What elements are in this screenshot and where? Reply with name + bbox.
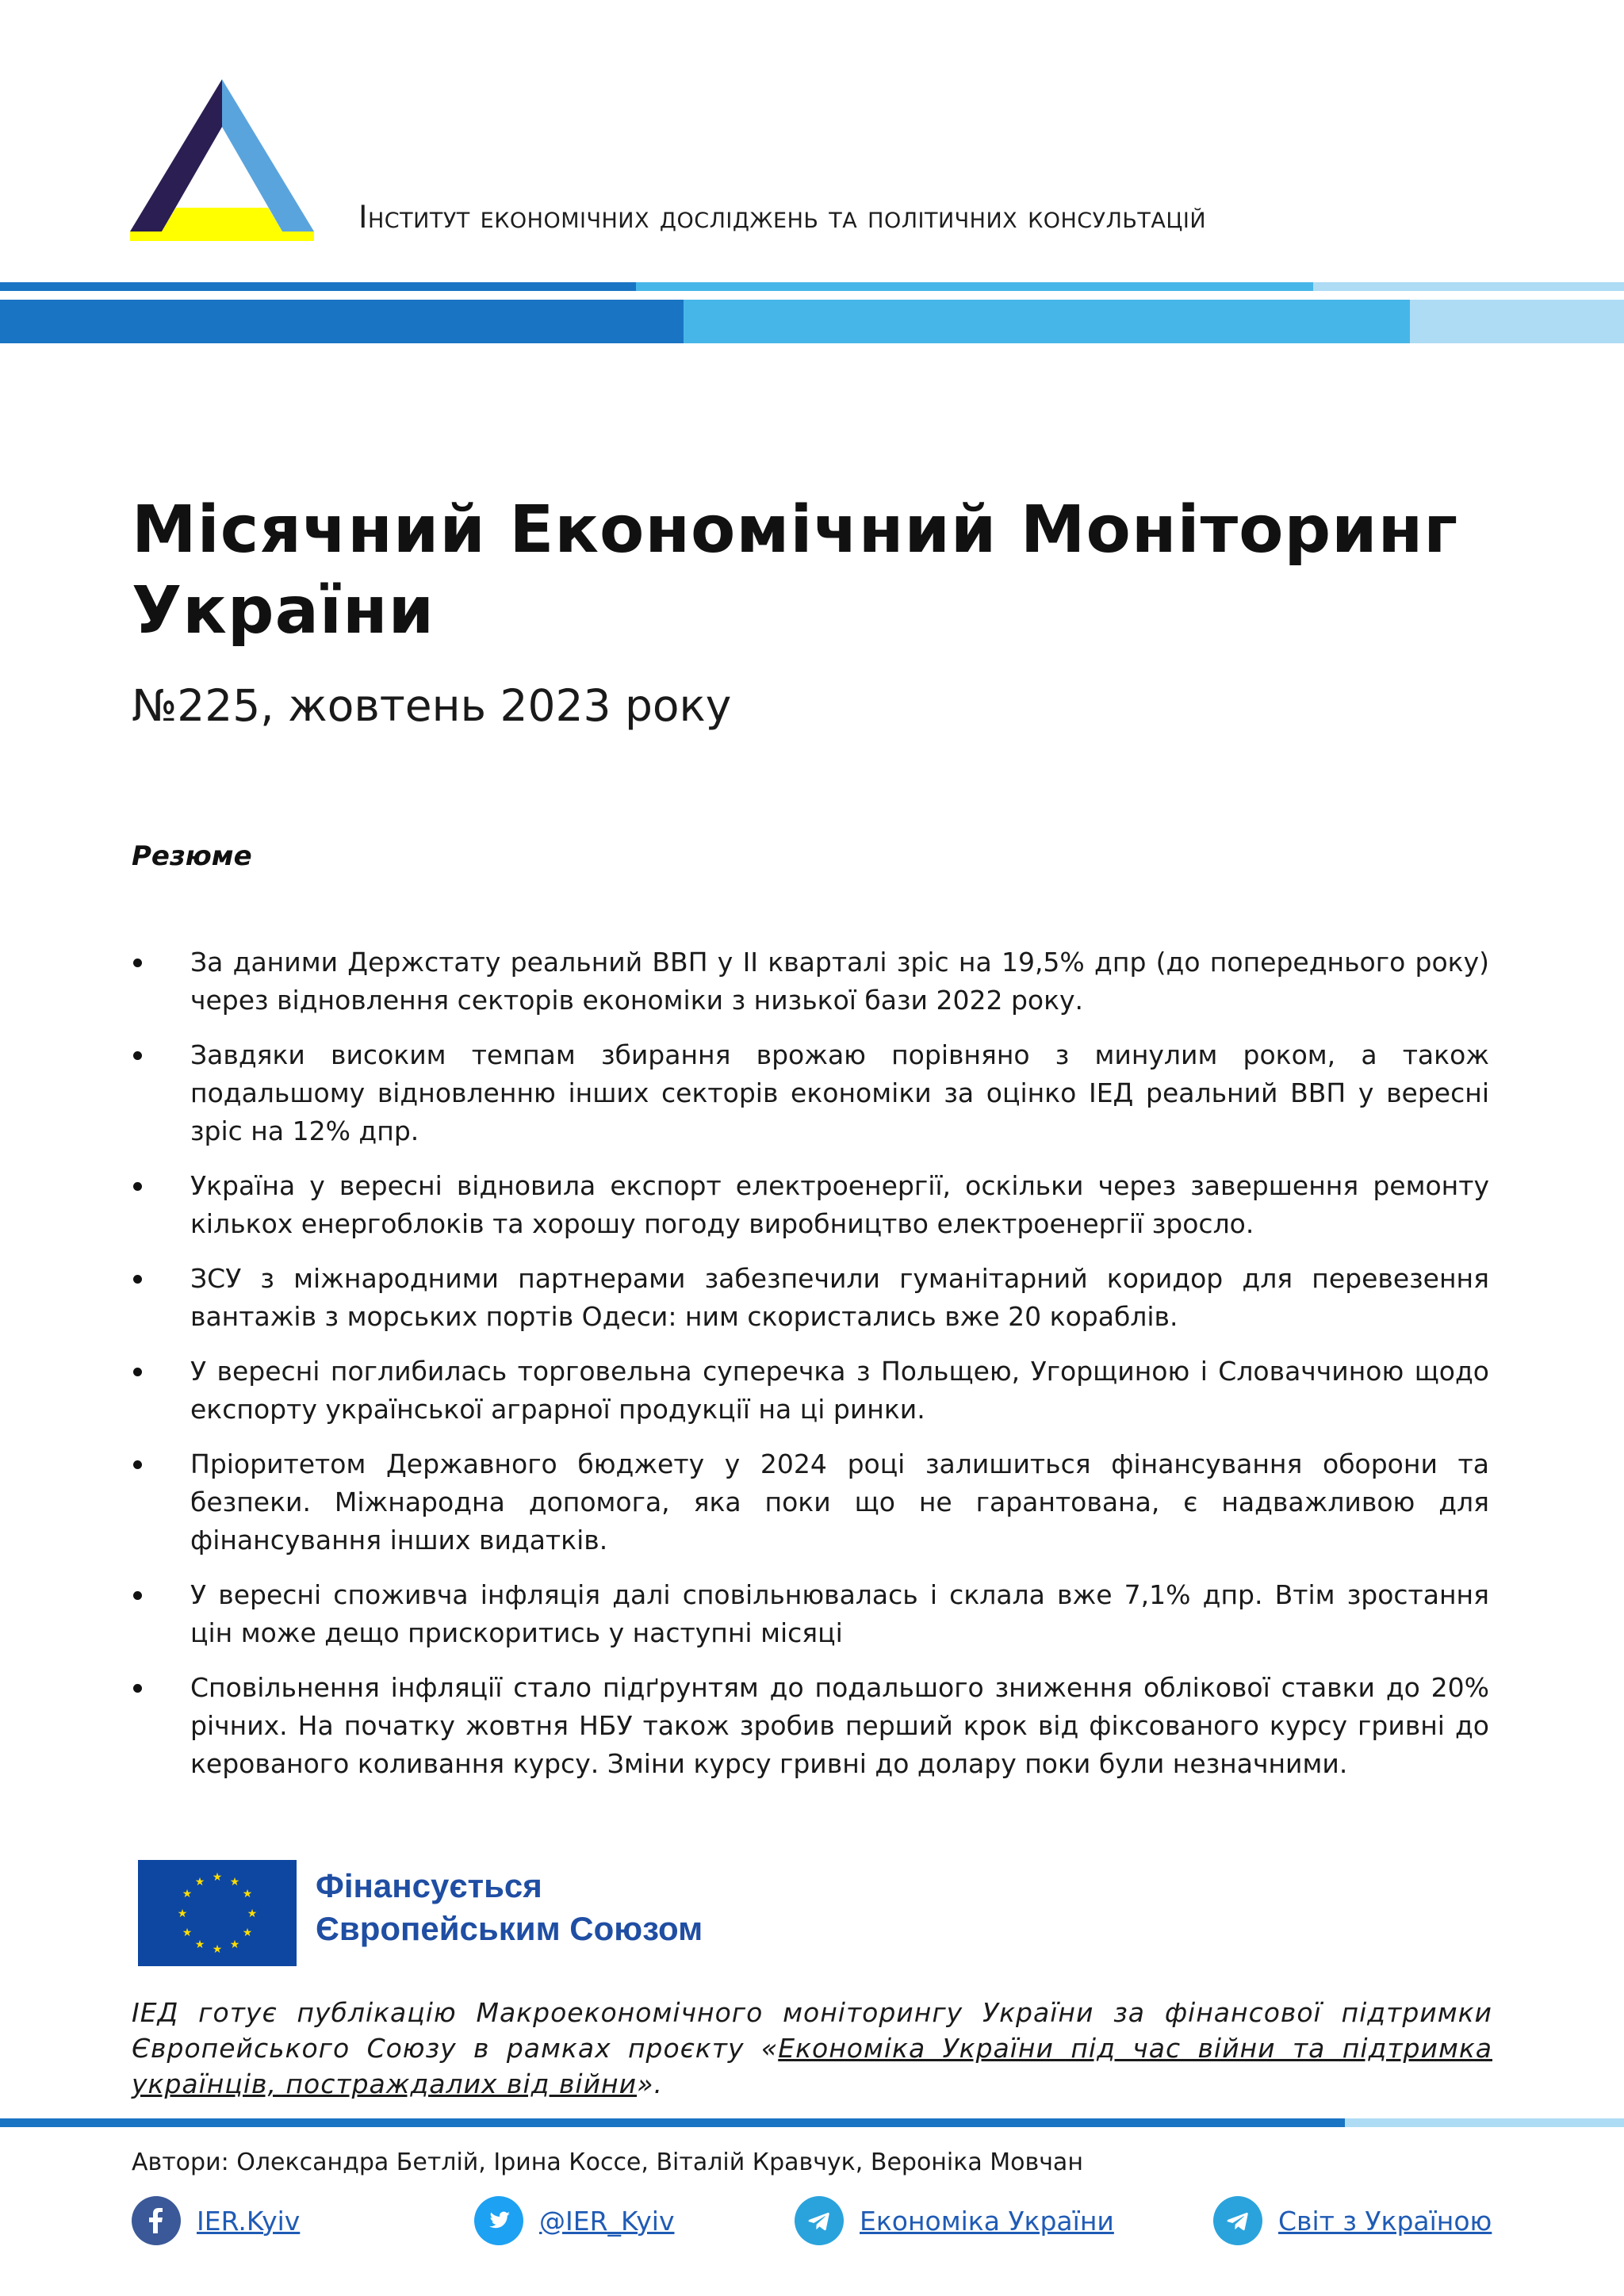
list-item: У вересні споживча інфляція далі сповільнювалась і склала вже 7,1% дпр. Втім зростання цін може дещо прискоритись у наступні місяці bbox=[132, 1576, 1489, 1652]
svg-text:★: ★ bbox=[182, 1888, 193, 1900]
bullet-icon bbox=[133, 1368, 142, 1376]
telegram-icon bbox=[795, 2196, 844, 2245]
telegram-icon bbox=[1213, 2196, 1262, 2245]
list-item: Завдяки високим темпам збирання врожаю порівняно з минулим роком, а також подальшому відновленню інших секторів економіки за оцінко ІЕД реальний ВВП у вересні зріс на 12% дпр. bbox=[132, 1036, 1489, 1150]
svg-text:★: ★ bbox=[194, 1876, 205, 1888]
telegram-link-world[interactable]: Світ з Україною bbox=[1213, 2193, 1492, 2248]
support-note: ІЕД готує публікацію Макроекономічного моніторингу України за фінансової підтримки Європейського Союзу в рамках проєкту «Економіка України під час війни та підтримка українців, постраждалих від війни». bbox=[132, 1997, 1492, 2099]
bullet-icon bbox=[133, 959, 142, 967]
list-item: Україна у вересні відновила експорт електроенергії, оскільки через завершення ремонту кількох енергоблоків та хорошу погоду виробництво електроенергії зросло. bbox=[132, 1167, 1489, 1243]
list-item: За даними Держстату реальний ВВП у II кварталі зріс на 19,5% дпр (до попереднього року) через відновлення секторів економіки з низької бази 2022 року. bbox=[132, 943, 1489, 1020]
svg-text:★: ★ bbox=[212, 1871, 223, 1884]
svg-text:★: ★ bbox=[242, 1927, 253, 1939]
header-stripe-thin bbox=[0, 282, 1624, 291]
bullet-icon bbox=[133, 1051, 142, 1060]
facebook-link[interactable]: IER.Kyiv bbox=[132, 2193, 300, 2248]
bullet-icon bbox=[133, 1275, 142, 1284]
svg-text:★: ★ bbox=[212, 1943, 223, 1956]
list-item: Сповільнення інфляції стало підґрунтям до подальшого зниження облікової ставки до 20% річних. На початку жовтня НБУ також зробив перший крок від фіксованого курсу гривні до керованого коливання курсу. Зміни курсу гривні до долару поки були незначними. bbox=[132, 1669, 1489, 1783]
twitter-icon bbox=[474, 2196, 523, 2245]
summary-heading: Резюме bbox=[132, 840, 252, 872]
institute-name: Інститут економічних досліджень та політичних консультацій bbox=[358, 200, 1207, 235]
header-stripe-thick bbox=[0, 300, 1624, 343]
list-item: У вересні поглибилась торговельна суперечка з Польщею, Угорщиною і Словаччиною щодо експорту української аграрної продукції на ці ринки. bbox=[132, 1353, 1489, 1429]
svg-text:★: ★ bbox=[242, 1888, 253, 1900]
facebook-icon bbox=[132, 2196, 181, 2245]
bullet-icon bbox=[133, 1182, 142, 1191]
eu-funding-label: Фінансується Європейським Союзом bbox=[316, 1867, 703, 1947]
svg-text:★: ★ bbox=[177, 1908, 188, 1920]
twitter-link[interactable]: @IER_Kyiv bbox=[474, 2193, 674, 2248]
svg-text:★: ★ bbox=[182, 1927, 193, 1939]
page-title: Місячний Економічний Моніторинг України bbox=[132, 492, 1459, 649]
svg-text:★: ★ bbox=[229, 1938, 240, 1951]
svg-text:★: ★ bbox=[247, 1908, 258, 1920]
project-link[interactable]: Економіка України під час війни та підтримка українців, постраждалих від війни bbox=[132, 2033, 1492, 2099]
svg-text:★: ★ bbox=[229, 1876, 240, 1888]
summary-list bbox=[132, 943, 1489, 1800]
footer-stripe bbox=[0, 2118, 1624, 2127]
svg-text:★: ★ bbox=[194, 1938, 205, 1951]
triangle-logo bbox=[130, 78, 314, 241]
authors: Автори: Олександра Бетлій, Ірина Коссе, Віталій Кравчук, Вероніка Мовчан bbox=[132, 2149, 1083, 2176]
eu-flag-icon bbox=[138, 1860, 297, 1966]
issue-number: №225, жовтень 2023 року bbox=[132, 680, 732, 731]
bullet-icon bbox=[133, 1684, 142, 1693]
bullet-icon bbox=[133, 1591, 142, 1600]
telegram-link-economy[interactable]: Економіка України bbox=[795, 2193, 1114, 2248]
bullet-icon bbox=[133, 1460, 142, 1469]
list-item: ЗСУ з міжнародними партнерами забезпечили гуманітарний коридор для перевезення вантажів з морських портів Одеси: ним скористались вже 20 кораблів. bbox=[132, 1260, 1489, 1336]
list-item: Пріоритетом Державного бюджету у 2024 році залишиться фінансування оборони та безпеки. Міжнародна допомога, яка поки що не гарантована, є надважливою для фінансування інших видатків. bbox=[132, 1445, 1489, 1559]
